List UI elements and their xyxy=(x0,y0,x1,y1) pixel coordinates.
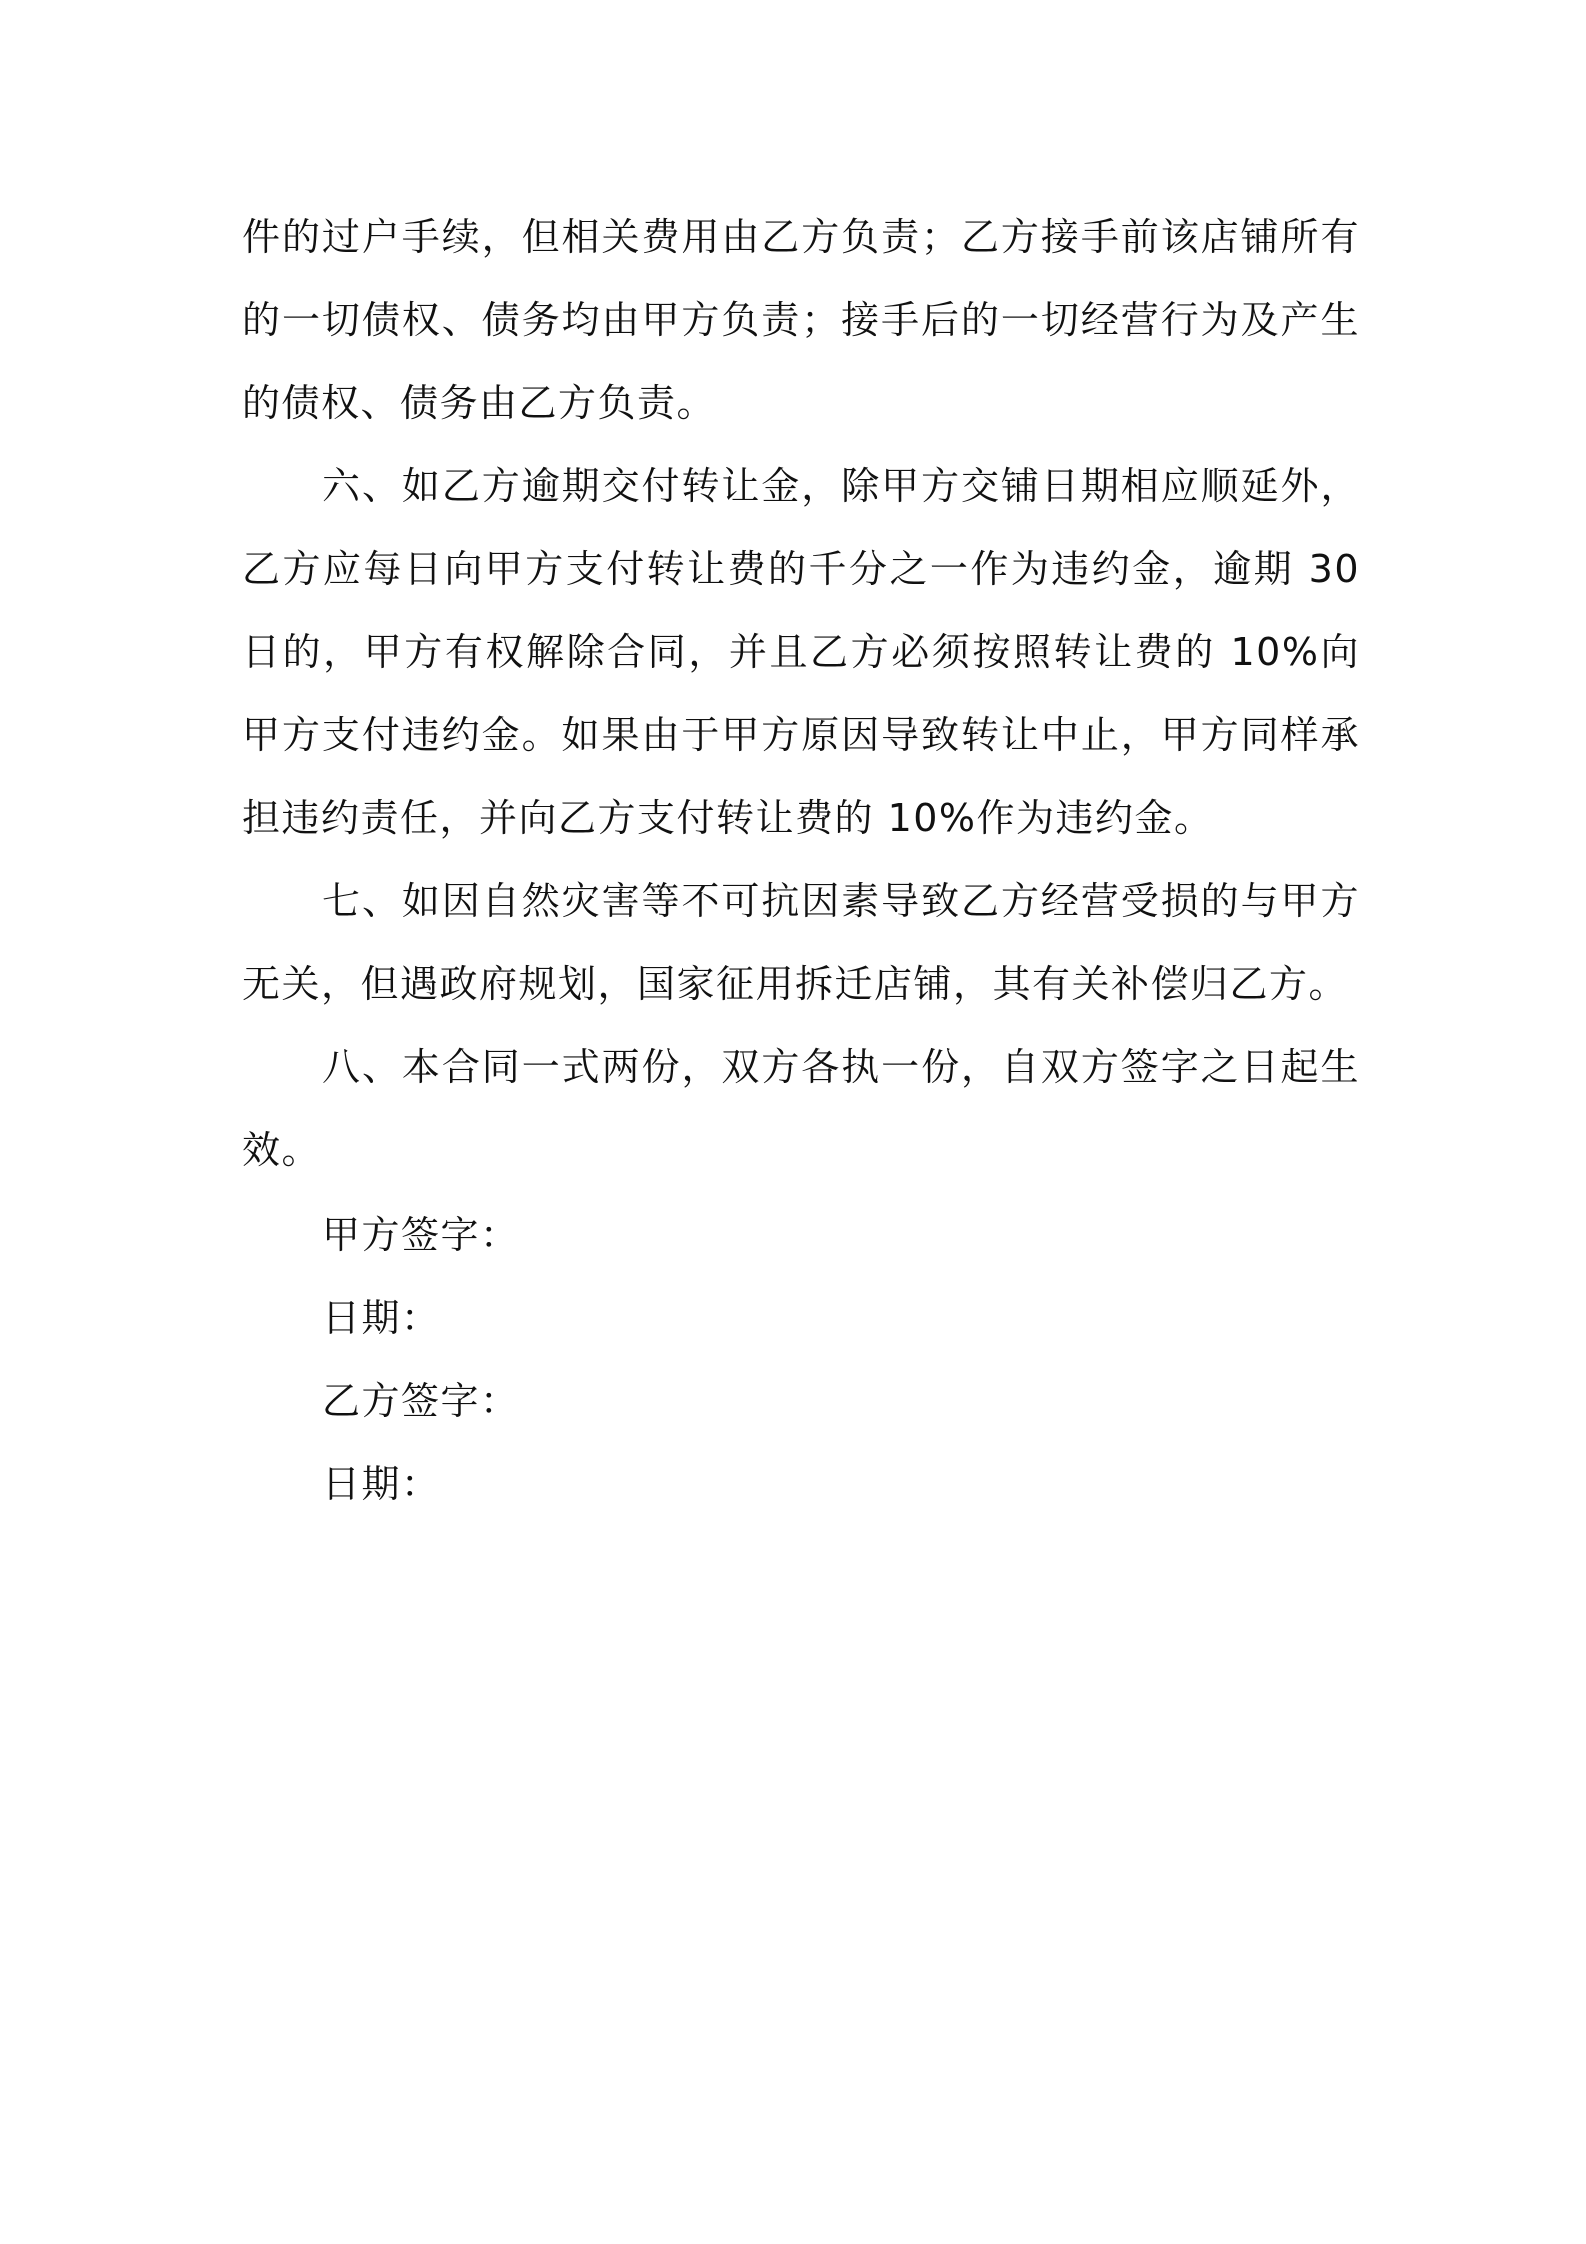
paragraph-clause-7: 七、如因自然灾害等不可抗因素导致乙方经营受损的与甲方无关，但遇政府规划，国家征用拆迁店铺，其有关补偿归乙方。 xyxy=(242,879,1360,1006)
contract-body xyxy=(242,196,1360,1192)
party-a-date-label: 日期： xyxy=(322,1296,441,1340)
paragraph-continuation: 件的过户手续，但相关费用由乙方负责；乙方接手前该店铺所有的一切债权、债务均由甲方负责；接手后的一切经营行为及产生的债权、债务由乙方负责。 xyxy=(242,215,1360,425)
paragraph-clause-8: 八、本合同一式两份，双方各执一份，自双方签字之日起生效。 xyxy=(242,1045,1360,1172)
party-b-date-label: 日期： xyxy=(322,1462,441,1506)
signature-block xyxy=(322,1194,1222,1526)
party-a-signature-label: 甲方签字： xyxy=(322,1213,520,1257)
party-b-signature-label: 乙方签字： xyxy=(322,1379,520,1423)
paragraph-clause-6: 六、如乙方逾期交付转让金，除甲方交铺日期相应顺延外，乙方应每日向甲方支付转让费的千分之一作为违约金，逾期 30 日的，甲方有权解除合同，并且乙方必须按照转让费的 10%向甲方支付违约金。如果由于甲方原因导致转让中止，甲方同样承担违约责任，并向乙方支付转让费的 10%作为违约金。 xyxy=(242,464,1360,840)
